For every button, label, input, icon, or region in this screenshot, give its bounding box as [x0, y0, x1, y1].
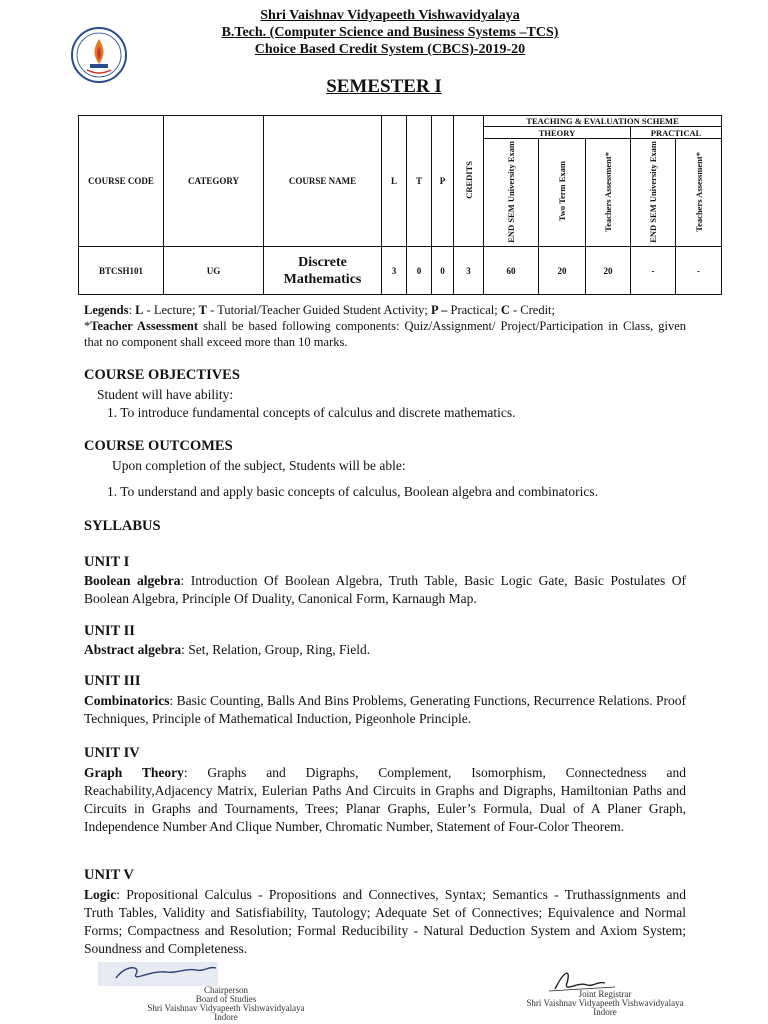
cell-two-term: 20: [539, 247, 586, 295]
table-row: [79, 247, 722, 295]
teacher-assessment-note: *Teacher Assessment shall be based following components: Quiz/Assignment/ Project/Participation in Class, given that no component shall exceed more than 10 marks.: [84, 319, 686, 349]
unit-body: Logic: Propositional Calculus - Propositions and Connectives, Syntax; Semantics - Truthassignments and Truth Tables, Validity and Satisfiability, Tautology; Adequate Set of Connectives; Equivalence and Normal Forms; Compactness and Resolution; Formal Reducibility - Natural Deduction System and Axiom System; Soundness and Completeness.: [84, 887, 686, 956]
unit-body: Combinatorics: Basic Counting, Balls And Bins Problems, Generating Functions, Recurrence Relations. Proof Techniques, Principle of Mathematical Induction, Pigeonhole Principle.: [84, 693, 686, 726]
outcome-item: 1. To understand and apply basic concepts of calculus, Boolean algebra and combinatorics.: [107, 484, 599, 499]
col-end-sem-theory: END SEM University Exam: [484, 139, 539, 247]
cell-course-code: BTCSH101: [79, 247, 164, 295]
col-l: L: [382, 116, 407, 247]
col-end-sem-practical: END SEM University Exam: [631, 139, 676, 247]
cell-teachers-practical: -: [676, 247, 722, 295]
practical-header: PRACTICAL: [631, 127, 722, 139]
evaluation-scheme-table: [78, 115, 722, 295]
registrar-signature-block: Joint Registrar Shri Vaishnav Vidyapeeth Vishwavidyalaya Indore: [526, 989, 684, 1017]
col-credits: [454, 116, 484, 247]
theory-header: THEORY: [484, 127, 631, 139]
syllabus-heading: SYLLABUS: [84, 518, 161, 534]
unit-body: Abstract algebra: Set, Relation, Group, Ring, Field.: [84, 642, 371, 657]
cell-course-name: Discrete Mathematics: [264, 247, 382, 295]
cell-t: 0: [407, 247, 432, 295]
university-name: Shri Vaishnav Vidyapeeth Vishwavidyalaya: [260, 8, 520, 23]
unit-title: UNIT II: [84, 623, 135, 639]
unit-title: UNIT IV: [84, 745, 140, 761]
unit-title: UNIT V: [84, 867, 134, 883]
cell-category: UG: [164, 247, 264, 295]
col-t: T: [407, 116, 432, 247]
legend-line: Legends: L - Lecture; T - Tutorial/Teacher Guided Student Activity; P – Practical; C - Credit;: [84, 303, 555, 317]
unit-title: UNIT I: [84, 554, 130, 570]
semester-title: SEMESTER I: [326, 76, 442, 97]
objectives-heading: COURSE OBJECTIVES: [84, 367, 240, 383]
program-name: B.Tech. (Computer Science and Business Systems –TCS): [221, 25, 559, 40]
cell-l: 3: [382, 247, 407, 295]
unit-title: UNIT III: [84, 673, 141, 689]
scheme-group-title: TEACHING & EVALUATION SCHEME: [484, 116, 722, 127]
objectives-intro: Student will have ability:: [97, 387, 234, 402]
legend: [84, 302, 686, 350]
col-credits-label: CREDITS: [463, 161, 474, 199]
cell-teachers-theory: 20: [586, 247, 631, 295]
unit-body: Boolean algebra: Introduction Of Boolean Algebra, Truth Table, Basic Logic Gate, Basic Postulates Of Boolean Algebra, Principle Of Duality, Canonical Form, Karnaugh Map.: [84, 573, 686, 606]
cell-p: 0: [432, 247, 454, 295]
unit-body: Graph Theory: Graphs and Digraphs, Complement, Isomorphism, Connectedness and Reachability,Adjacency Matrix, Eulerian Paths And Circuits in Graphs and Digraphs, Hamiltonian Paths and Circuits in Graphs and Tournaments, Trees; Planar Graphs, Euler’s Formula, Dual of A Planer Graph, Independence Number And Clique Number, Chromatic Number, Statement of Four-Color Theorem.: [84, 765, 686, 834]
objective-item: 1. To introduce fundamental concepts of calculus and discrete mathematics.: [107, 405, 516, 420]
col-category: CATEGORY: [164, 116, 264, 247]
chairperson-signature-block: Chairperson Board of Studies Shri Vaishnav Vidyapeeth Vishwavidyalaya Indore: [147, 985, 305, 1022]
cell-end-sem-theory: 60: [484, 247, 539, 295]
col-course-code: COURSE CODE: [79, 116, 164, 247]
outcomes-heading: COURSE OUTCOMES: [84, 438, 233, 454]
scheme-name: Choice Based Credit System (CBCS)-2019-20: [254, 42, 526, 57]
outcomes-intro: Upon completion of the subject, Students will be able:: [112, 458, 406, 473]
col-teachers-theory: Teachers Assessment*: [586, 139, 631, 247]
col-course-name: COURSE NAME: [264, 116, 382, 247]
col-p: P: [432, 116, 454, 247]
cell-credits: 3: [454, 247, 484, 295]
cell-end-sem-practical: -: [631, 247, 676, 295]
document-header: [150, 7, 630, 58]
col-teachers-practical: Teachers Assessment*: [676, 139, 722, 247]
col-two-term: Two Term Exam: [539, 139, 586, 247]
